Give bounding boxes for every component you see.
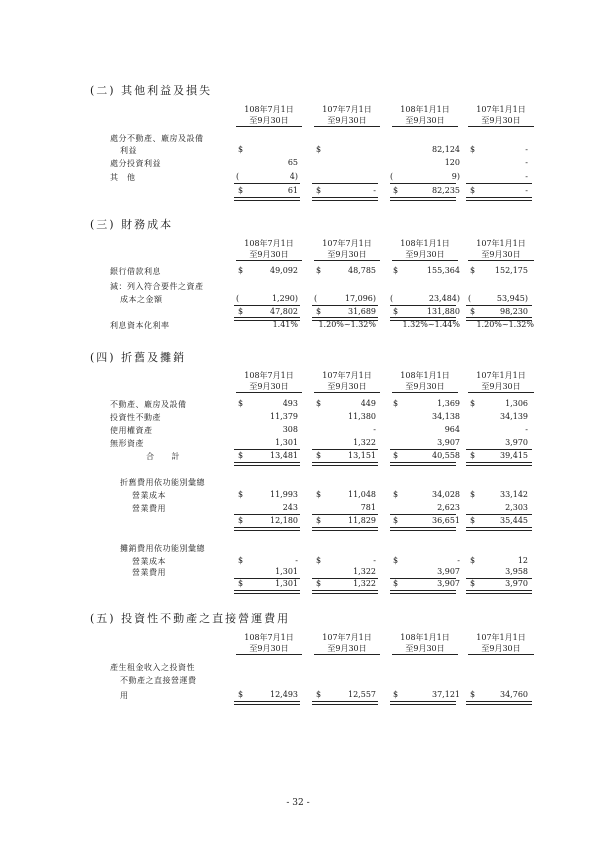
cell-value: 61 bbox=[287, 186, 298, 195]
cell-value: - bbox=[525, 186, 528, 195]
cell-value: 1,322 bbox=[353, 579, 376, 588]
total-double-rule bbox=[466, 527, 532, 531]
column-header bbox=[468, 370, 534, 393]
row-label: 利息資本化利率 bbox=[110, 321, 170, 330]
currency-symbol: $ bbox=[470, 516, 476, 525]
total-double-rule bbox=[312, 590, 378, 594]
currency-symbol: $ bbox=[238, 451, 244, 460]
header-line2: 至9月30日 bbox=[468, 381, 534, 393]
currency-symbol: $ bbox=[238, 266, 244, 275]
total-double-rule bbox=[312, 462, 378, 466]
cell-value: 1,306 bbox=[505, 399, 528, 408]
column-header bbox=[392, 632, 458, 655]
cell-value: 1,301 bbox=[275, 579, 298, 588]
cell-value: 13,151 bbox=[348, 451, 376, 460]
cell-value: 3,907 bbox=[437, 579, 460, 588]
total-double-rule bbox=[390, 590, 456, 594]
cell-value: - bbox=[525, 145, 528, 154]
cell-value: 36,651 bbox=[432, 516, 460, 525]
currency-symbol: $ bbox=[316, 451, 322, 460]
header-line2: 至9月30日 bbox=[236, 115, 302, 127]
currency-symbol: $ bbox=[470, 579, 476, 588]
cell-value: 34,138 bbox=[432, 412, 460, 421]
header-line2: 至9月30日 bbox=[468, 249, 534, 261]
section-title-investment-property-expenses: (五) 投資性不動產之直接營運費用 bbox=[90, 612, 291, 625]
column-header bbox=[314, 238, 380, 261]
cell-value: - bbox=[373, 556, 376, 565]
cell-value: 131,880 bbox=[426, 307, 460, 316]
cell-value: 11,048 bbox=[348, 490, 376, 499]
subtotal-rule bbox=[234, 305, 300, 306]
paren-open: ( bbox=[236, 294, 240, 303]
cell-value: 1.32%~1.44% bbox=[402, 320, 460, 329]
header-line2: 至9月30日 bbox=[236, 249, 302, 261]
currency-symbol: $ bbox=[238, 579, 244, 588]
currency-symbol: $ bbox=[238, 516, 244, 525]
cell-value: - bbox=[373, 425, 376, 434]
header-line1: 108年7月1日 bbox=[244, 105, 294, 114]
cell-value: 65 bbox=[287, 158, 298, 167]
currency-symbol: $ bbox=[393, 516, 399, 525]
cell-value: 1,290) bbox=[271, 294, 298, 303]
cell-value: 243 bbox=[282, 503, 298, 512]
currency-symbol: $ bbox=[470, 399, 476, 408]
section-title-other-gains: (二) 其他利益及損失 bbox=[90, 84, 213, 97]
row-label: 投資性不動產 bbox=[110, 413, 161, 422]
header-line2: 至9月30日 bbox=[314, 381, 380, 393]
cell-value: 82,124 bbox=[432, 145, 460, 154]
header-line1: 108年7月1日 bbox=[244, 371, 294, 380]
row-label: 使用權資產 bbox=[110, 426, 153, 435]
currency-symbol: $ bbox=[316, 490, 322, 499]
currency-symbol: $ bbox=[316, 186, 322, 195]
total-double-rule bbox=[390, 701, 456, 705]
cell-value: - bbox=[295, 556, 298, 565]
row-label: 不動產之直接營運費 bbox=[120, 676, 197, 685]
total-double-rule bbox=[390, 527, 456, 531]
cell-value: 11,379 bbox=[270, 412, 298, 421]
currency-symbol: $ bbox=[238, 145, 244, 154]
row-label: 不動產、廠房及設備 bbox=[110, 400, 187, 409]
subtotal-rule bbox=[234, 449, 300, 450]
row-label: 利益 bbox=[120, 146, 137, 155]
cell-value: 449 bbox=[360, 399, 376, 408]
cell-value: 12 bbox=[517, 556, 528, 565]
total-double-rule bbox=[390, 197, 456, 201]
cell-value: 1,301 bbox=[275, 567, 298, 576]
currency-symbol: $ bbox=[316, 145, 322, 154]
cell-value: 308 bbox=[282, 425, 298, 434]
column-header bbox=[392, 104, 458, 127]
currency-symbol: $ bbox=[316, 307, 322, 316]
row-label: 處分投資利益 bbox=[110, 159, 161, 168]
cell-value: - bbox=[525, 158, 528, 167]
row-label: 營業費用 bbox=[132, 568, 166, 577]
cell-value: 1.41% bbox=[272, 320, 298, 329]
subtotal-rule bbox=[312, 514, 378, 515]
total-double-rule bbox=[312, 197, 378, 201]
total-double-rule bbox=[312, 701, 378, 705]
page-number: - 32 - bbox=[286, 798, 310, 808]
cell-value: 11,993 bbox=[270, 490, 298, 499]
total-double-rule bbox=[466, 197, 532, 201]
currency-symbol: $ bbox=[316, 516, 322, 525]
currency-symbol: $ bbox=[393, 186, 399, 195]
currency-symbol: $ bbox=[393, 579, 399, 588]
row-label: 攤銷費用依功能別彙總 bbox=[120, 544, 205, 553]
header-line2: 至9月30日 bbox=[468, 115, 534, 127]
subtotal-rule bbox=[234, 514, 300, 515]
cell-value: 37,121 bbox=[432, 690, 460, 699]
total-double-rule bbox=[390, 462, 456, 466]
header-line1: 108年1月1日 bbox=[400, 105, 450, 114]
subtotal-rule bbox=[466, 514, 532, 515]
column-header bbox=[236, 632, 302, 655]
cell-value: 35,445 bbox=[500, 516, 528, 525]
cell-value: 49,092 bbox=[270, 266, 298, 275]
row-label: 無形資產 bbox=[110, 439, 144, 448]
header-line2: 至9月30日 bbox=[392, 643, 458, 655]
column-header bbox=[236, 238, 302, 261]
subtotal-rule bbox=[390, 514, 456, 515]
row-label: 產生租金收入之投資性 bbox=[110, 663, 195, 672]
header-line2: 至9月30日 bbox=[468, 643, 534, 655]
currency-symbol: $ bbox=[393, 690, 399, 699]
header-line1: 107年7月1日 bbox=[322, 371, 372, 380]
section-title-depreciation: (四) 折舊及攤銷 bbox=[90, 351, 187, 364]
cell-value: 3,958 bbox=[505, 567, 528, 576]
cell-value: 155,364 bbox=[426, 266, 460, 275]
currency-symbol: $ bbox=[470, 690, 476, 699]
subtotal-rule bbox=[312, 183, 378, 184]
cell-value: 1,322 bbox=[353, 567, 376, 576]
row-label: 其 他 bbox=[110, 173, 136, 182]
cell-value: 3,907 bbox=[437, 438, 460, 447]
header-line2: 至9月30日 bbox=[392, 249, 458, 261]
subtotal-rule bbox=[234, 183, 300, 184]
cell-value: 23,484) bbox=[428, 294, 460, 303]
paren-open: ( bbox=[390, 172, 394, 181]
header-line1: 107年1月1日 bbox=[476, 239, 526, 248]
cell-value: 98,230 bbox=[500, 307, 528, 316]
header-line1: 108年1月1日 bbox=[400, 239, 450, 248]
total-double-rule bbox=[466, 462, 532, 466]
subtotal-rule bbox=[466, 183, 532, 184]
currency-symbol: $ bbox=[238, 399, 244, 408]
total-double-rule bbox=[234, 197, 300, 201]
column-header bbox=[236, 104, 302, 127]
paren-open: ( bbox=[390, 294, 394, 303]
header-line2: 至9月30日 bbox=[314, 643, 380, 655]
cell-value: 4) bbox=[289, 172, 298, 181]
currency-symbol: $ bbox=[316, 399, 322, 408]
currency-symbol: $ bbox=[470, 145, 476, 154]
cell-value: - bbox=[525, 425, 528, 434]
cell-value: 3,907 bbox=[437, 567, 460, 576]
cell-value: 1,322 bbox=[353, 438, 376, 447]
subtotal-rule bbox=[390, 183, 456, 184]
cell-value: - bbox=[525, 172, 528, 181]
column-header bbox=[314, 104, 380, 127]
row-label: 營業費用 bbox=[132, 504, 166, 513]
cell-value: 493 bbox=[282, 399, 298, 408]
cell-value: 152,175 bbox=[494, 266, 528, 275]
column-header bbox=[468, 104, 534, 127]
row-label: 銀行借款利息 bbox=[110, 267, 161, 276]
currency-symbol: $ bbox=[393, 307, 399, 316]
cell-value: 13,481 bbox=[270, 451, 298, 460]
column-header bbox=[468, 632, 534, 655]
paren-open: ( bbox=[468, 294, 472, 303]
subtotal-rule bbox=[312, 305, 378, 306]
header-line1: 107年1月1日 bbox=[476, 105, 526, 114]
cell-value: 11,829 bbox=[348, 516, 376, 525]
row-label: 合 計 bbox=[146, 452, 180, 461]
currency-symbol: $ bbox=[470, 186, 476, 195]
header-line1: 108年1月1日 bbox=[400, 371, 450, 380]
header-line2: 至9月30日 bbox=[314, 249, 380, 261]
row-label: 處分不動產、廠房及設備 bbox=[110, 134, 204, 143]
header-line1: 107年7月1日 bbox=[322, 633, 372, 642]
column-header bbox=[236, 370, 302, 393]
header-line2: 至9月30日 bbox=[392, 115, 458, 127]
currency-symbol: $ bbox=[393, 490, 399, 499]
cell-value: 34,760 bbox=[500, 690, 528, 699]
currency-symbol: $ bbox=[470, 556, 476, 565]
header-line1: 107年1月1日 bbox=[476, 371, 526, 380]
cell-value: 82,235 bbox=[432, 186, 460, 195]
row-label: 折舊費用依功能別彙總 bbox=[120, 478, 205, 487]
currency-symbol: $ bbox=[316, 556, 322, 565]
total-double-rule bbox=[466, 590, 532, 594]
currency-symbol: $ bbox=[470, 266, 476, 275]
cell-value: 1,369 bbox=[437, 399, 460, 408]
subtotal-rule bbox=[390, 305, 456, 306]
cell-value: 3,970 bbox=[505, 438, 528, 447]
column-header bbox=[314, 370, 380, 393]
currency-symbol: $ bbox=[393, 399, 399, 408]
cell-value: 964 bbox=[444, 425, 460, 434]
column-header bbox=[314, 632, 380, 655]
row-label: 成本之金額 bbox=[120, 295, 163, 304]
currency-symbol: $ bbox=[316, 690, 322, 699]
currency-symbol: $ bbox=[470, 451, 476, 460]
header-line2: 至9月30日 bbox=[236, 643, 302, 655]
cell-value: 1.20%~1.32% bbox=[318, 320, 376, 329]
header-line1: 107年7月1日 bbox=[322, 239, 372, 248]
subtotal-rule bbox=[466, 449, 532, 450]
currency-symbol: $ bbox=[393, 266, 399, 275]
cell-value: 39,415 bbox=[500, 451, 528, 460]
currency-symbol: $ bbox=[470, 490, 476, 499]
subtotal-rule bbox=[390, 449, 456, 450]
cell-value: - bbox=[457, 556, 460, 565]
cell-value: 17,096) bbox=[344, 294, 376, 303]
cell-value: 53,945) bbox=[496, 294, 528, 303]
currency-symbol: $ bbox=[238, 307, 244, 316]
subtotal-rule bbox=[466, 305, 532, 306]
total-double-rule bbox=[234, 462, 300, 466]
cell-value: - bbox=[373, 186, 376, 195]
cell-value: 33,142 bbox=[500, 490, 528, 499]
header-line1: 108年7月1日 bbox=[244, 239, 294, 248]
currency-symbol: $ bbox=[316, 579, 322, 588]
paren-open: ( bbox=[236, 172, 240, 181]
currency-symbol: $ bbox=[470, 307, 476, 316]
currency-symbol: $ bbox=[393, 556, 399, 565]
total-double-rule bbox=[234, 701, 300, 705]
cell-value: 12,180 bbox=[270, 516, 298, 525]
header-line1: 108年7月1日 bbox=[244, 633, 294, 642]
header-line2: 至9月30日 bbox=[392, 381, 458, 393]
header-line1: 108年1月1日 bbox=[400, 633, 450, 642]
cell-value: 3,970 bbox=[505, 579, 528, 588]
total-double-rule bbox=[234, 590, 300, 594]
subtotal-rule bbox=[312, 449, 378, 450]
section-title-finance-costs: (三) 財務成本 bbox=[90, 218, 174, 231]
cell-value: 47,802 bbox=[270, 307, 298, 316]
column-header bbox=[392, 370, 458, 393]
cell-value: 34,028 bbox=[432, 490, 460, 499]
column-header bbox=[392, 238, 458, 261]
cell-value: 1.20%~1.32% bbox=[476, 320, 534, 329]
cell-value: 9) bbox=[451, 172, 460, 181]
cell-value: 11,380 bbox=[348, 412, 376, 421]
total-double-rule bbox=[466, 701, 532, 705]
currency-symbol: $ bbox=[238, 490, 244, 499]
cell-value: 31,689 bbox=[348, 307, 376, 316]
row-label: 營業成本 bbox=[132, 557, 166, 566]
header-line1: 107年1月1日 bbox=[476, 633, 526, 642]
row-label: 用 bbox=[120, 691, 129, 700]
currency-symbol: $ bbox=[238, 186, 244, 195]
cell-value: 120 bbox=[444, 158, 460, 167]
column-header bbox=[468, 238, 534, 261]
currency-symbol: $ bbox=[393, 451, 399, 460]
header-line2: 至9月30日 bbox=[314, 115, 380, 127]
cell-value: 2,623 bbox=[437, 503, 460, 512]
row-label: 減：列入符合要件之資產 bbox=[110, 282, 204, 291]
cell-value: 1,301 bbox=[275, 438, 298, 447]
header-line2: 至9月30日 bbox=[236, 381, 302, 393]
paren-open: ( bbox=[314, 294, 318, 303]
header-line1: 107年7月1日 bbox=[322, 105, 372, 114]
currency-symbol: $ bbox=[238, 690, 244, 699]
cell-value: 2,303 bbox=[505, 503, 528, 512]
cell-value: 12,557 bbox=[348, 690, 376, 699]
cell-value: 34,139 bbox=[500, 412, 528, 421]
total-double-rule bbox=[312, 527, 378, 531]
currency-symbol: $ bbox=[316, 266, 322, 275]
row-label: 營業成本 bbox=[132, 491, 166, 500]
cell-value: 781 bbox=[360, 503, 376, 512]
cell-value: 48,785 bbox=[348, 266, 376, 275]
cell-value: 40,558 bbox=[432, 451, 460, 460]
total-double-rule bbox=[234, 527, 300, 531]
currency-symbol: $ bbox=[238, 556, 244, 565]
cell-value: 12,493 bbox=[270, 690, 298, 699]
